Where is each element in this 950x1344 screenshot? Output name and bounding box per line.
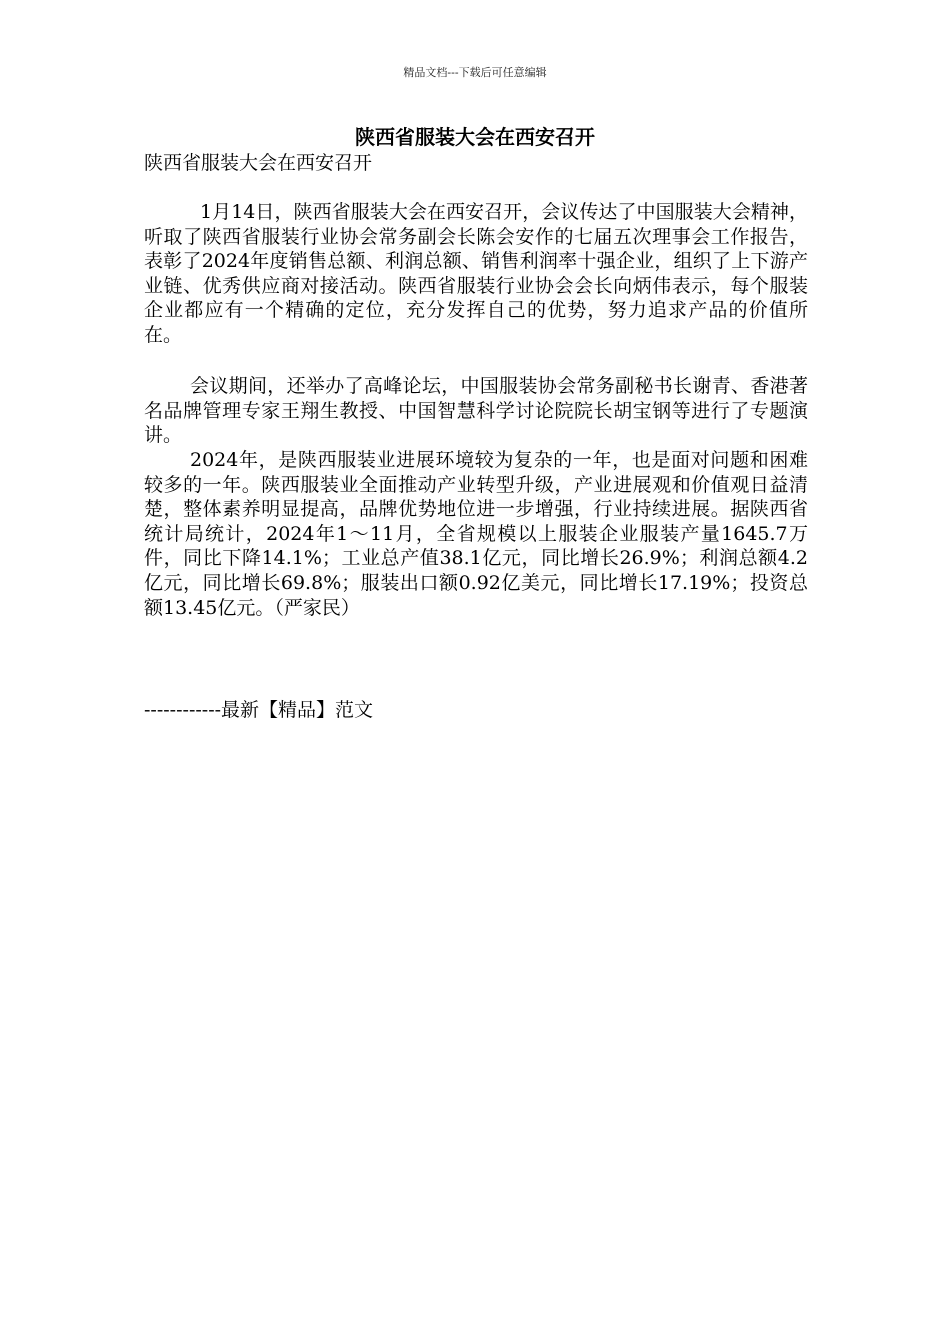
paragraph-3: 2024年，是陕西服装业进展环境较为复杂的一年，也是面对问题和困难较多的一年。陕西服装业全面推动产业转型升级，产业进展观和价值观日益清楚，整体素养明显提高，品牌优势地位进一步增强，行业持续进展。据陕西省统计局统计，2024年1～11月，全省规模以上服装企业服装产量1645.7万件，同比下降14.1%；工业总产值38.1亿元，同比增长26.9%；利润总额4.2亿元，同比增长69.8%；服装出口额0.92亿美元，同比增长17.19%；投资总额13.45亿元。（严家民） bbox=[144, 449, 808, 619]
footer-line: ------------最新【精品】范文 bbox=[144, 699, 374, 721]
page-header: 精品文档---下载后可任意编辑 bbox=[403, 66, 547, 79]
document-title: 陕西省服装大会在西安召开 bbox=[355, 125, 595, 149]
paragraph-1: 1月14日，陕西省服装大会在西安召开，会议传达了中国服装大会精神，听取了陕西省服装行业协会常务副会长陈会安作的七届五次理事会工作报告，表彰了2024年度销售总额、利润总额、销售利润率十强企业，组织了上下游产业链、优秀供应商对接活动。陕西省服装行业协会会长向炳伟表示，每个服装企业都应有一个精确的定位，充分发挥自己的优势，努力追求产品的价值所在。 bbox=[144, 201, 808, 346]
paragraph-2: 会议期间，还举办了高峰论坛，中国服装协会常务副秘书长谢青、香港著名品牌管理专家王翔生教授、中国智慧科学讨论院院长胡宝钢等进行了专题演讲。 bbox=[144, 375, 808, 447]
document-subtitle: 陕西省服装大会在西安召开 bbox=[144, 152, 373, 174]
